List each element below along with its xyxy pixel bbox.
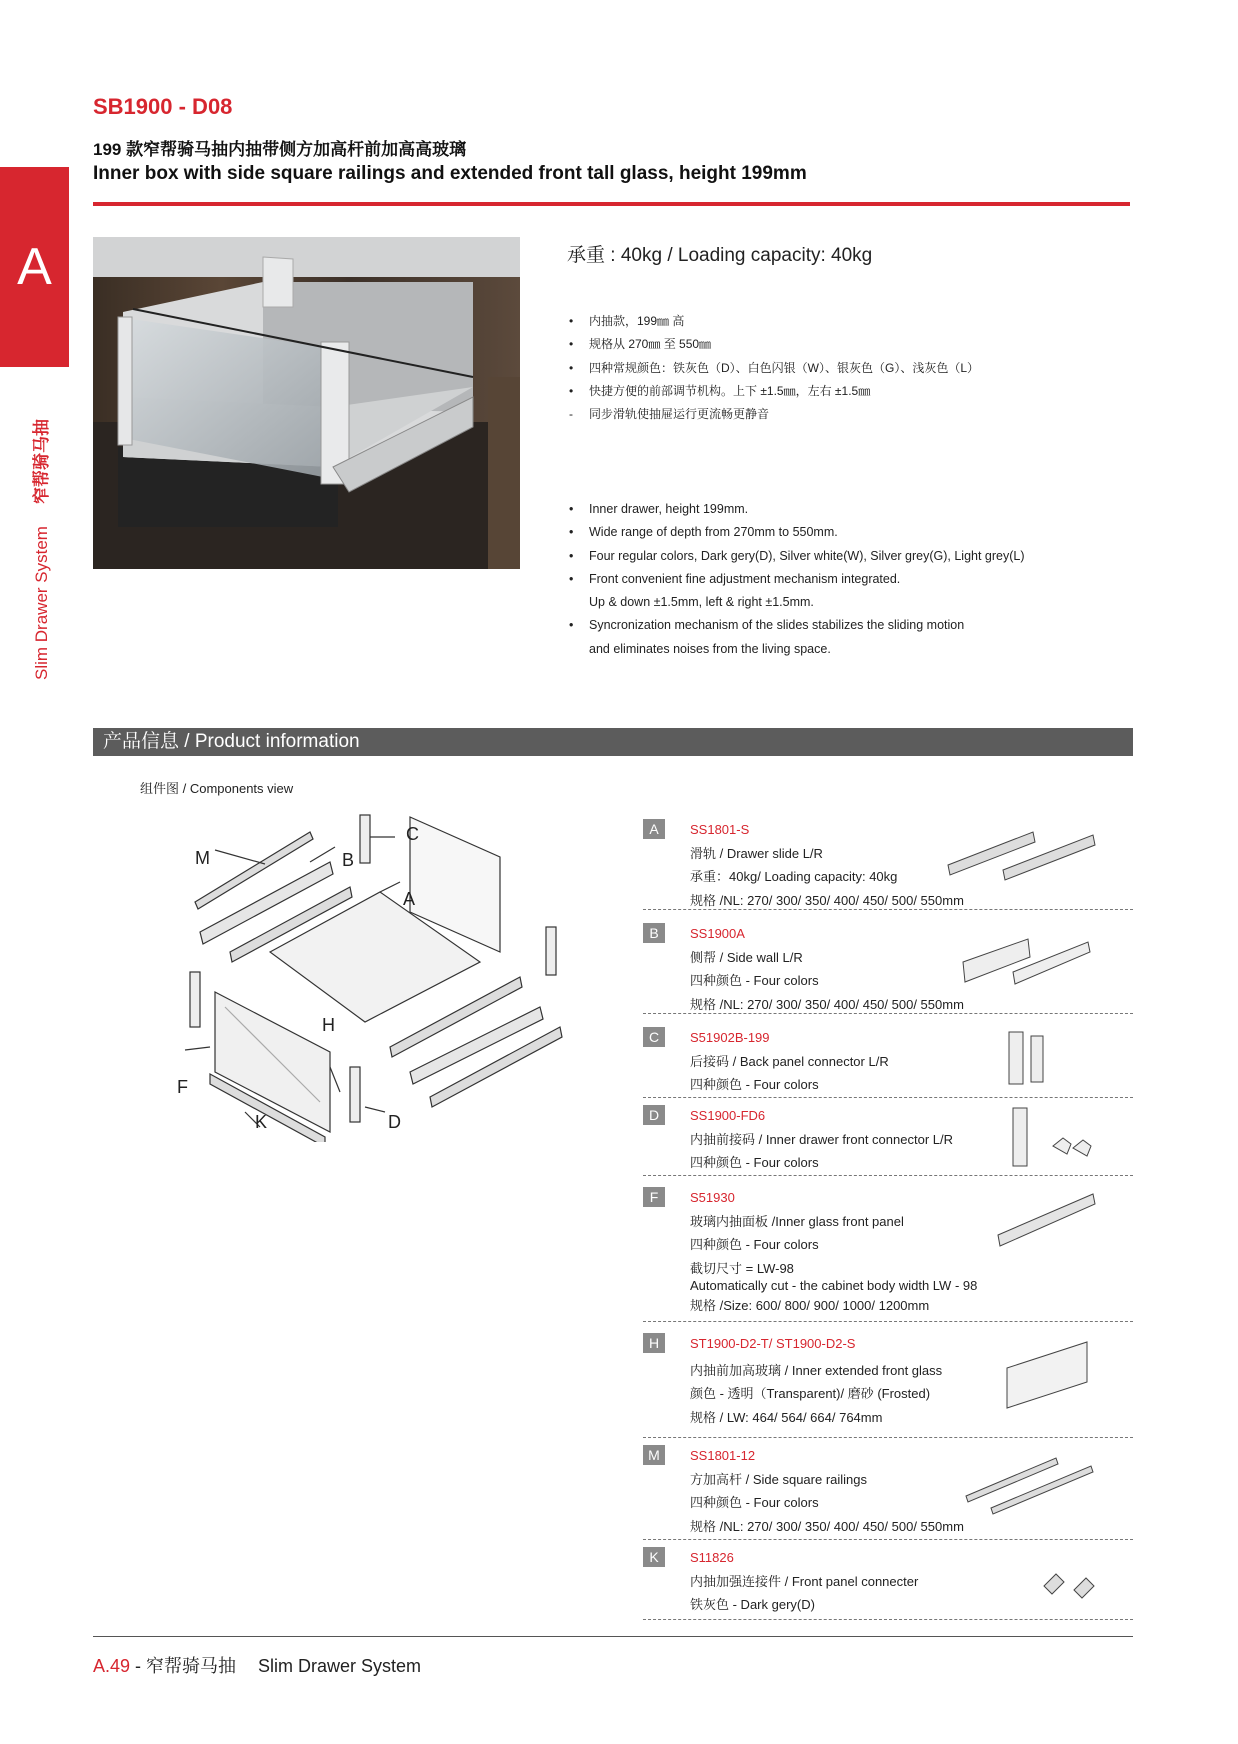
part-line: Automatically cut - the cabinet body width LW - 98: [690, 1277, 978, 1293]
part-code: S11826: [690, 1550, 734, 1565]
side-label-en: Slim Drawer System: [32, 526, 51, 680]
loading-capacity: 承重 : 40kg / Loading capacity: 40kg: [567, 245, 873, 266]
diagram-label-a: A: [403, 889, 416, 909]
part-badge: M: [643, 1445, 665, 1465]
part-line: 四种颜色 - Four colors: [690, 973, 819, 988]
part-line: 四种颜色 - Four colors: [690, 1077, 819, 1092]
feature-zh-item: • 规格从 270㎜ 至 550㎜: [567, 333, 979, 356]
back-connector-thumb: [1001, 1028, 1061, 1088]
footer-en: Slim Drawer System: [258, 1656, 422, 1676]
section-tab: [0, 167, 69, 367]
drawer-slide-thumb: [943, 820, 1103, 890]
part-line: 侧帮 / Side wall L/R: [690, 949, 803, 965]
front-glass-thumb: [1003, 1338, 1093, 1410]
part-code: SS1801-S: [690, 822, 750, 837]
part-line: 规格 /NL: 270/ 300/ 350/ 400/ 450/ 500/ 550mm: [690, 1518, 964, 1534]
features-zh: [567, 310, 979, 426]
part-line: 铁灰色 - Dark gery(D): [690, 1597, 815, 1612]
title-en: Inner box with side square railings and extended front tall glass, height 199mm: [93, 163, 807, 184]
part-line: 四种颜色 - Four colors: [690, 1495, 819, 1510]
feature-en-item: • Inner drawer, height 199mm.: [567, 498, 1025, 521]
feature-zh-item: • 四种常规颜色：铁灰色（D）、白色闪银（W）、银灰色（G）、浅灰色（L）: [567, 357, 979, 380]
footer-separator: -: [130, 1656, 147, 1676]
part-line: 规格 /Size: 600/ 800/ 900/ 1000/ 1200mm: [690, 1297, 930, 1313]
part-line: 玻璃内抽面板 /Inner glass front panel: [690, 1213, 904, 1229]
diagram-label-f: F: [177, 1077, 188, 1097]
part-badge: C: [643, 1027, 665, 1047]
part-line: 方加高杆 / Side square railings: [690, 1471, 868, 1487]
side-label: [27, 419, 52, 680]
page-number: A.49: [93, 1656, 131, 1676]
part-code: S51930: [690, 1190, 735, 1205]
diagram-label-c: C: [406, 824, 419, 844]
product-code: SB1900 - D08: [93, 94, 233, 119]
feature-zh-item: • 内抽款，199㎜ 高: [567, 310, 979, 333]
title-rule: [93, 202, 1130, 206]
part-line: 规格 /NL: 270/ 300/ 350/ 400/ 450/ 500/ 550mm: [690, 892, 964, 908]
components-view-label: 组件图 / Components view: [140, 781, 294, 796]
side-railing-thumb: [961, 1446, 1101, 1516]
part-k: [643, 1546, 1133, 1620]
part-line: 四种颜色 - Four colors: [690, 1155, 819, 1170]
part-h: [643, 1332, 1133, 1438]
side-wall-thumb: [958, 927, 1098, 992]
feature-zh-item: - 同步滑轨使抽屉运行更流畅更静音: [567, 403, 979, 426]
front-panel-connector-thumb: [1038, 1568, 1108, 1602]
product-info-bar: 产品信息 / Product information: [93, 728, 1133, 756]
features-en: [567, 498, 1025, 661]
footer: [93, 1652, 421, 1678]
feature-en-item: • Wide range of depth from 270mm to 550mm.: [567, 521, 1025, 544]
front-panel-thumb: [993, 1190, 1103, 1256]
part-code: SS1801-12: [690, 1448, 756, 1463]
part-line: 内抽加强连接件 / Front panel connecter: [690, 1573, 919, 1589]
part-badge: D: [643, 1105, 665, 1125]
diagram-label-m: M: [195, 848, 210, 868]
footer-rule: [93, 1636, 1133, 1637]
front-connector-thumb: [1008, 1106, 1098, 1170]
feature-en-item: • Syncronization mechanism of the slides stabilizes the sliding motion: [567, 614, 1025, 637]
title-zh: 199 款窄帮骑马抽内抽带侧方加高杆前加高高玻璃: [93, 140, 467, 159]
side-label-zh: 窄帮骑马抽: [32, 419, 51, 505]
part-m: [643, 1444, 1133, 1540]
feature-en-item: and eliminates noises from the living space.: [589, 641, 831, 656]
feature-en-item: Up & down ±1.5mm, left & right ±1.5mm.: [589, 595, 814, 610]
part-code: S51902B-199: [690, 1030, 770, 1045]
part-code: ST1900-D2-T/ ST1900-D2-S: [690, 1336, 856, 1351]
part-badge: B: [643, 923, 665, 943]
part-badge: H: [643, 1333, 665, 1353]
feature-en-item: • Front convenient fine adjustment mechanism integrated.: [567, 568, 1025, 591]
part-a: [643, 818, 1133, 910]
part-line: 滑轨 / Drawer slide L/R: [690, 845, 823, 861]
product-photo: [93, 237, 520, 569]
part-line: 规格 /NL: 270/ 300/ 350/ 400/ 450/ 500/ 550mm: [690, 996, 964, 1012]
part-d: [643, 1104, 1133, 1176]
part-line: 后接码 / Back panel connector L/R: [690, 1053, 889, 1069]
components-diagram: [170, 812, 570, 1142]
part-line: 内抽前加高玻璃 / Inner extended front glass: [690, 1362, 943, 1378]
part-line: 内抽前接码 / Inner drawer front connector L/R: [690, 1131, 953, 1147]
diagram-label-d: D: [388, 1112, 401, 1132]
feature-zh-item: • 快捷方便的前部调节机构。上下 ±1.5㎜，左右 ±1.5㎜: [567, 380, 979, 403]
part-line: 规格 / LW: 464/ 564/ 664/ 764mm: [690, 1409, 883, 1425]
part-f: [643, 1186, 1133, 1322]
part-b: [643, 922, 1133, 1014]
section-letter: A: [17, 238, 52, 296]
part-badge: F: [643, 1187, 665, 1207]
diagram-label-h: H: [322, 1015, 335, 1035]
part-badge: A: [643, 819, 665, 839]
diagram-label-b: B: [342, 850, 355, 870]
feature-en-item: • Four regular colors, Dark gery(D), Silver white(W), Silver grey(G), Light grey(L): [567, 545, 1025, 568]
part-line: 四种颜色 - Four colors: [690, 1237, 819, 1252]
footer-zh: 窄帮骑马抽: [146, 1656, 237, 1676]
part-c: [643, 1026, 1133, 1098]
part-code: SS1900A: [690, 926, 745, 941]
diagram-label-k: K: [255, 1112, 268, 1132]
part-line: 截切尺寸 = LW-98: [690, 1260, 794, 1276]
part-line: 颜色 - 透明（Transparent)/ 磨砂 (Frosted): [690, 1386, 931, 1401]
part-line: 承重：40kg/ Loading capacity: 40kg: [690, 869, 898, 884]
part-code: SS1900-FD6: [690, 1108, 766, 1123]
part-badge: K: [643, 1547, 665, 1567]
